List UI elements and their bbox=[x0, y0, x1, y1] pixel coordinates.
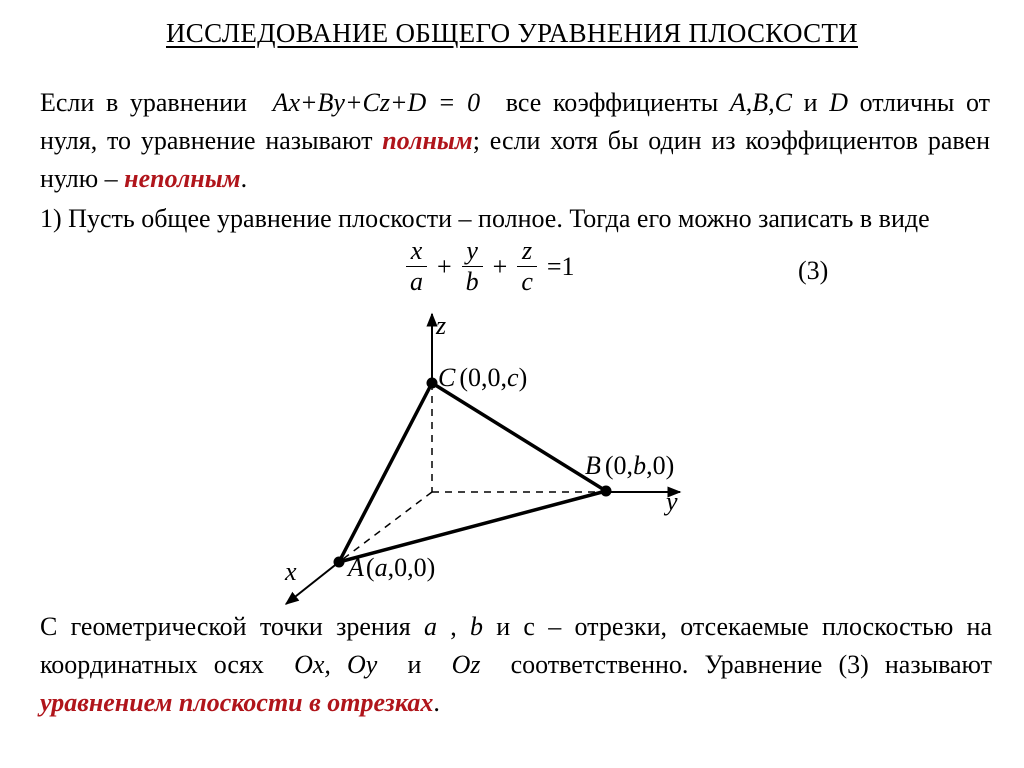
axis-y-label: y bbox=[666, 487, 678, 516]
axis-x-label: x bbox=[285, 557, 297, 586]
fraction-z-c: $\frac{z}{c}$ bbox=[517, 236, 537, 297]
text: . bbox=[240, 164, 248, 193]
text: , bbox=[450, 612, 457, 641]
point-c-dot bbox=[427, 378, 438, 389]
general-equation: Ax+By+Cz+D = 0 bbox=[272, 88, 481, 117]
axis-ox: Ox, bbox=[294, 650, 331, 679]
axis-z-label: z bbox=[436, 311, 447, 340]
paragraph-geometric-meaning bbox=[40, 608, 992, 722]
fraction-x-a: $\frac{x}{a}$ bbox=[406, 236, 427, 297]
term-incomplete: неполным bbox=[124, 164, 241, 193]
coefficients-abc: A,B,C bbox=[729, 88, 792, 117]
text: и bbox=[407, 650, 422, 679]
intercept-formula: $\frac{x}{a}$ + $\frac{y}{b}$ + $\frac{z}{c}$ =1 bbox=[402, 236, 581, 297]
point-a-dot bbox=[334, 557, 345, 568]
text: ; если хотя бы один из коэффициентов равен нулю – bbox=[40, 126, 990, 193]
text: отличны от нуля, то уравнение называют bbox=[40, 88, 991, 155]
coefficient-d: D bbox=[829, 88, 848, 117]
text: . bbox=[433, 688, 440, 717]
hidden-x-edge bbox=[339, 492, 432, 562]
equals-one: =1 bbox=[546, 251, 575, 281]
plane-triangle bbox=[339, 383, 606, 562]
term-intercept-form: уравнением плоскости в отрезках bbox=[40, 688, 434, 717]
axis-oz: Oz bbox=[451, 650, 481, 679]
term-full: полным bbox=[382, 126, 473, 155]
axis-oy: Oy bbox=[347, 650, 378, 679]
point-b-dot bbox=[601, 486, 612, 497]
intercept-b: b bbox=[469, 612, 483, 641]
text: С геометрической точки зрения bbox=[40, 612, 411, 641]
list-number: 1) bbox=[40, 204, 62, 233]
text: и с – отрезки, отсекаемые плоскостью на координатных осях bbox=[40, 612, 992, 679]
slide-title: ИССЛЕДОВАНИЕ ОБЩЕГО УРАВНЕНИЯ ПЛОСКОСТИ bbox=[166, 18, 858, 48]
text: соответственно. Уравнение (3) называют bbox=[510, 650, 993, 679]
text: Если в уравнении bbox=[40, 88, 247, 117]
point-b-label: B (0,b,0) bbox=[585, 451, 675, 480]
text: и bbox=[803, 88, 818, 117]
point-c-label: C (0,0,c) bbox=[438, 363, 528, 392]
text: все коэффициенты bbox=[505, 88, 719, 117]
text: Пусть общее уравнение плоскости – полное. Тогда его можно записать в виде bbox=[68, 204, 930, 233]
fraction-y-b: $\frac{y}{b}$ bbox=[462, 236, 483, 297]
intercept-a: a bbox=[423, 612, 437, 641]
point-a-label: A(a,0,0) bbox=[348, 553, 436, 582]
equation-number: (3) bbox=[798, 256, 829, 285]
